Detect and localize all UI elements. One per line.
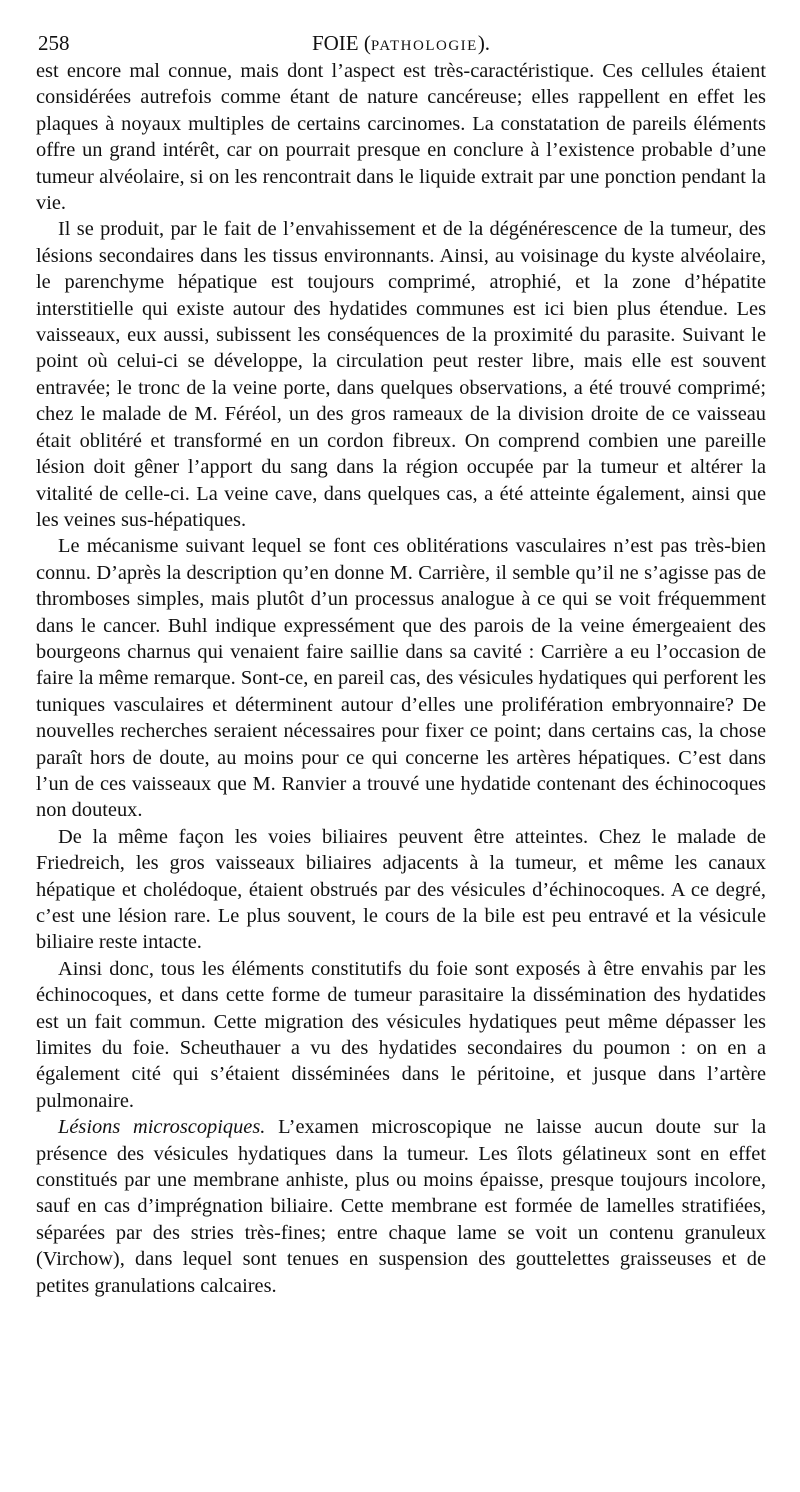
running-title-close: ).	[477, 31, 491, 55]
paragraph-2-text: Il se produit, par le fait de l’envahissement et de la dégénérescence de la tumeur, des lésions secondaires dans les tissus environnants. Ainsi, au voisinage du kyste alvéolaire, le parenchyme hépatique est toujours comprimé, atrophié, et la zone d’hépatite interstitielle qui existe autour des hydatides communes est ici bien plus étendue. Les vaisseaux, eux aussi, subissent les conséquences de la proximité du parasite. Suivant le point où celui-ci se développe, la circulation peut rester libre, mais elle est souvent entravée; le tronc de la veine porte, dans quelques observations, a été trouvé comprimé; chez le malade de M. Féréol, un des gros rameaux de la division droite de ce vaisseau était oblitéré et transformé en un cordon fibreux. On comprend combien une pareille lésion doit gêner l’apport du sang dans la région occupée par la tumeur et altérer la vitalité de celle-ci. La veine cave, dans quelques cas, a été atteinte également, ainsi que les veines sus-hépatiques.	[36, 218, 766, 531]
paragraph-5	[36, 956, 766, 1114]
paragraph-4	[36, 824, 766, 956]
section-heading-lesions-microscopiques: Lésions microscopiques.	[58, 1116, 266, 1139]
paragraph-2	[36, 216, 766, 533]
body-text	[36, 58, 766, 1299]
paragraph-4-text: De la même façon les voies biliaires peuvent être atteintes. Chez le malade de Friedreich, les gros vaisseaux biliaires adjacents à la tumeur, et même les canaux hépatique et cholédoque, étaient obstrués par des vésicules d’échinocoques. A ce degré, c’est une lésion rare. Le plus souvent, le cours de la bile est peu entravé et la vésicule biliaire reste intacte.	[36, 825, 766, 954]
paragraph-5-text: Ainsi donc, tous les éléments constitutifs du foie sont exposés à être envahis par les échinocoques, et dans cette forme de tumeur parasitaire la dissémination des hydatides est un fait commun. Cette migration des vésicules hydatiques peut même dépasser les limites du foie. Scheuthauer a vu des hydatides secondaires du poumon : on en a également cité qui s’étaient disséminées dans le péritoine, et jusque dans l’artère pulmonaire.	[36, 957, 766, 1112]
paragraph-1-text: est encore mal connue, mais dont l’aspect est très-caractéristique. Ces cellules étaient considérées autrefois comme étant de nature cancéreuse; elles rappellent en effet les plaques à noyaux multiples de certains carcinomes. La constatation de pareils éléments offre un grand intérêt, car on pourrait presque en conclure à l’existence probable d’une tumeur alvéolaire, si on les rencontrait dans le liquide extrait par une ponction pendant la vie.	[36, 60, 766, 215]
page	[36, 28, 766, 1299]
paragraph-3	[36, 533, 766, 823]
paragraph-3-text: Le mécanisme suivant lequel se font ces oblitérations vasculaires n’est pas très-bien connu. D’après la description qu’en donne M. Carrière, il semble qu’il ne s’agisse pas de thromboses simples, mais plutôt d’un processus analogue à ce qui se voit fréquemment dans le cancer. Buhl indique expressément que des parois de la veine émergeaient des bourgeons charnus qui venaient faire saillie dans sa cavité : Carrière a eu l’occasion de faire la même remarque. Sont-ce, en pareil cas, des vésicules hydatiques qui perforent les tuniques vasculaires et déterminent autour d’elles une prolifération embryonnaire? De nouvelles recherches seraient nécessaires pour fixer ce point; dans certains cas, la chose paraît hors de doute, au moins pour ce qui concerne les artères hépatiques. C’est dans l’un de ces vaisseaux que M. Ranvier a trouvé une hydatide contenant des échinocoques non douteux.	[36, 535, 766, 822]
paragraph-1	[36, 58, 766, 216]
page-number: 258	[38, 31, 70, 55]
running-title	[36, 28, 766, 61]
running-title-subtitle: PATHOLOGIE	[370, 38, 478, 54]
running-head	[36, 28, 766, 58]
running-title-main: FOIE (	[311, 31, 371, 55]
paragraph-6-text: L’examen microscopique ne laisse aucun doute sur la présence des vésicules hydatiques dans la tumeur. Les îlots gélatineux sont en effet constitués par une membrane anhiste, plus ou moins épaisse, presque toujours incolore, sauf en cas d’imprégnation biliaire. Cette membrane est formée de lamelles stratifiées, séparées par des stries très-fines; entre chaque lame se voit un contenu granuleux (Virchow), dans lequel sont tenues en suspension des gouttelettes graisseuses et de petites granulations calcaires.	[36, 1116, 766, 1297]
paragraph-6	[36, 1114, 766, 1299]
